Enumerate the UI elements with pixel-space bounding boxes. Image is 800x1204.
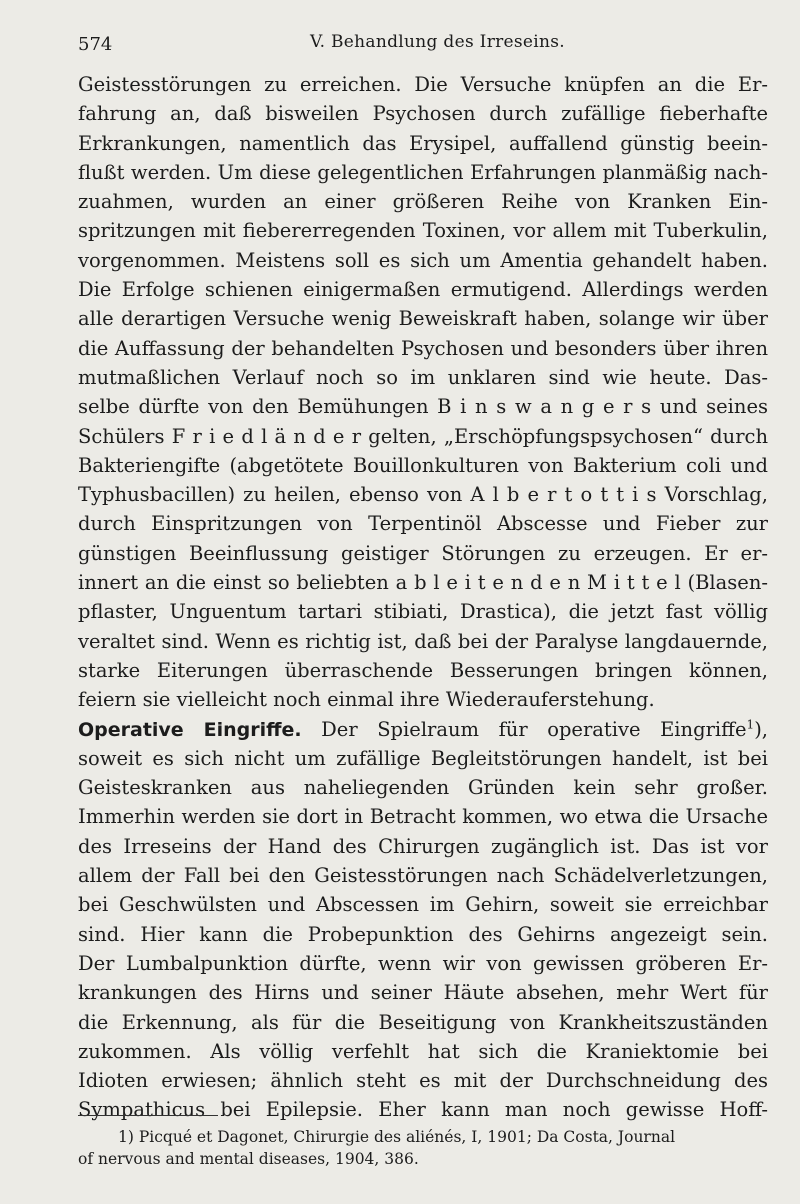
text-line: Immerhin werden sie dort in Betracht kommen, wo etwa die Ursache [78,805,768,829]
text-line: günstigen Beeinflussung geistiger Störungen zu erzeugen. Er er- [78,541,768,565]
text-line: die Auffassung der behandelten Psychosen und besonders über ihren [78,336,768,360]
footnote-divider [78,1115,218,1116]
section-heading: Operative Eingriffe. [78,718,302,741]
text-line: Typhusbacillen) zu heilen, ebenso von A l b e r t o t t i s Vorschlag, [78,483,768,507]
text-line: Erkrankungen, namentlich das Erysipel, auffallend günstig beein- [78,131,768,155]
text-line: des Irreseins der Hand des Chirurgen zugänglich ist. Das ist vor [78,834,768,858]
text-line: die Erkennung, als für die Beseitigung von Krankheitszuständen [78,1010,768,1034]
text-line: soweit es sich nicht um zufällige Begleitstörungen handelt, ist bei [78,746,768,770]
text-line: fahrung an, daß bisweilen Psychosen durch zufällige fieberhafte [78,102,768,126]
text-line: mutmaßlichen Verlauf noch so im unklaren sind wie heute. Das- [78,365,768,389]
text-line: innert an die einst so beliebten a b l e i t e n d e n M i t t e l (Blasen- [78,571,768,595]
section-first-end: ), [754,717,768,741]
footnote-line [78,1126,768,1148]
text-line: Sympathicus bei Epilepsie. Eher kann man noch gewisse Hoff- [78,1098,768,1122]
footnote-ref: 1 [746,717,755,732]
section-first-text: Der Spielraum für operative Eingriffe [321,717,747,741]
footnote-text: Picqué et Dagonet, Chirurgie des aliénés, I, 1901; Da Costa, Journal [138,1128,676,1146]
body-text [78,70,768,1125]
footnotes [78,1126,768,1170]
text-line: pflaster, Unguentum tartari stibiati, Drastica), die jetzt fast völlig [78,600,768,624]
text-line: spritzungen mit fiebererregenden Toxinen, vor allem mit Tuberkulin, [78,219,768,243]
text-line: allem der Fall bei den Geistesstörungen nach Schädelverletzungen, [78,864,768,888]
text-line: feiern sie vielleicht noch einmal ihre Wiederauferstehung. [78,688,655,712]
text-line: alle derartigen Versuche wenig Beweiskraft haben, solange wir über [78,307,768,331]
text-line: starke Eiterungen überraschende Besserungen bringen können, [78,658,768,682]
page-header [78,28,758,58]
text-line: Idioten erwiesen; ähnlich steht es mit der Durchschneidung des [78,1069,768,1093]
text-line: Der Lumbalpunktion dürfte, wenn wir von gewissen gröberen Er- [78,951,768,975]
text-line: durch Einspritzungen von Terpentinöl Abscesse und Fieber zur [78,512,768,536]
running-head: V. Behandlung des Irreseins. [310,32,565,52]
text-line: veraltet sind. Wenn es richtig ist, daß bei der Paralyse langdauernde, [78,629,768,653]
text-line: vorgenommen. Meistens soll es sich um Amentia gehandelt haben. [78,248,768,272]
text-line: Die Erfolge schienen einigermaßen ermutigend. Allerdings werden [78,278,768,302]
text-line: Geistesstörungen zu erreichen. Die Versuche knüpfen an die Er- [78,73,768,96]
section-first-line [78,715,768,744]
text-line: zuahmen, wurden an einer größeren Reihe von Kranken Ein- [78,190,768,214]
text-line: krankungen des Hirns und seiner Häute absehen, mehr Wert für [78,981,768,1005]
text-line: Geisteskranken aus naheliegenden Gründen kein sehr großer. [78,776,768,800]
text-line: Schülers F r i e d l ä n d e r gelten, „Erschöpfungspsychosen“ durch [78,424,768,448]
text-line: selbe dürfte von den Bemühungen B i n s w a n g e r s und seines [78,395,768,419]
footnote-line: of nervous and mental diseases, 1904, 386. [78,1150,419,1168]
text-line: zukommen. Als völlig verfehlt hat sich die Kraniektomie bei [78,1039,768,1063]
page-number: 574 [78,34,113,55]
footnote-marker: 1) [118,1128,134,1146]
text-line: flußt werden. Um diese gelegentlichen Erfahrungen planmäßig nach- [78,160,768,184]
text-line: bei Geschwülsten und Abscessen im Gehirn, soweit sie erreichbar [78,893,768,917]
text-line: sind. Hier kann die Probepunktion des Gehirns angezeigt sein. [78,922,768,946]
text-line: Bakteriengifte (abgetötete Bouillonkulturen von Bakterium coli und [78,453,768,477]
